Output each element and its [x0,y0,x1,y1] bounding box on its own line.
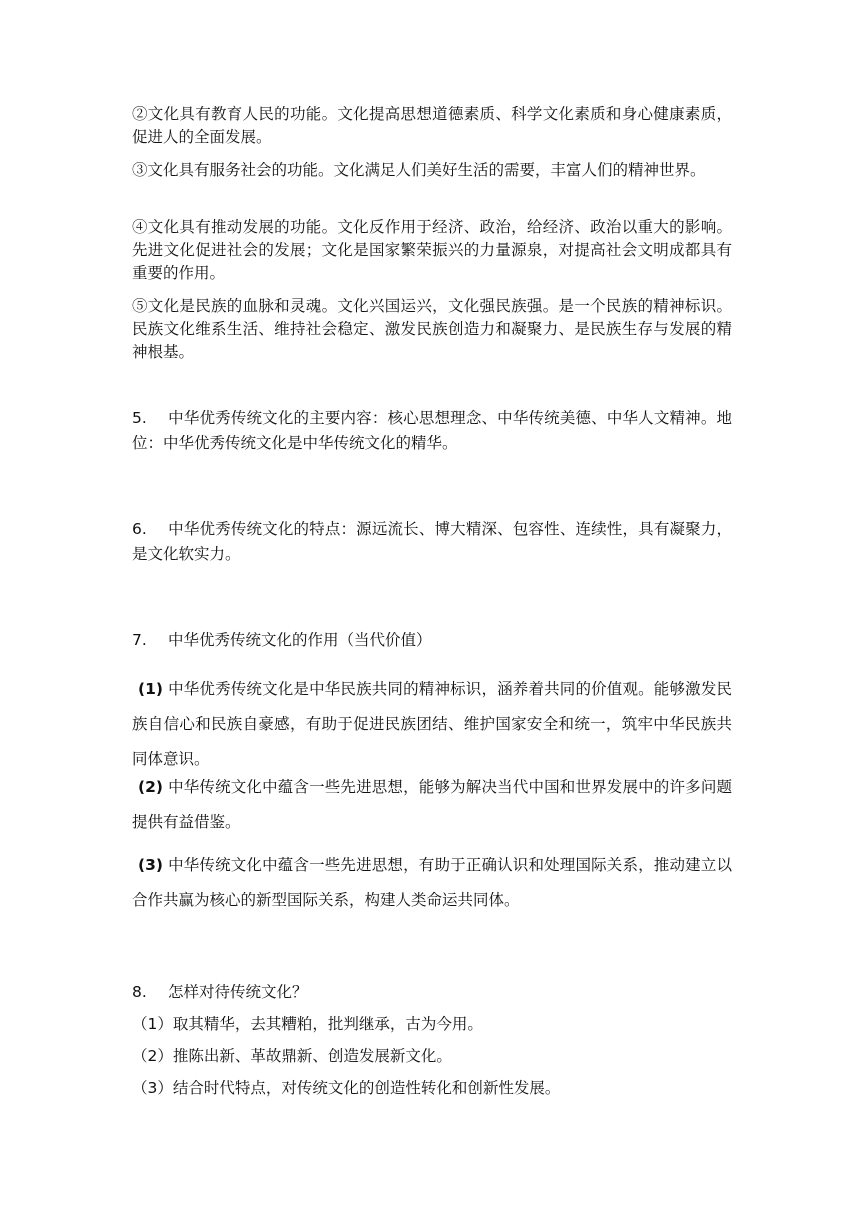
section-6-number: 6. [132,520,147,538]
item-label: (3) [138,856,163,874]
section-7-item-3 [132,848,732,918]
section-6-text: 中华优秀传统文化的特点：源远流长、博大精深、包容性、连续性，具有凝聚力，是文化软实力。 [132,520,732,563]
section-8-item-1 [132,1013,732,1035]
function-service-paragraph: ③文化具有服务社会的功能。文化满足人们美好生活的需要，丰富人们的精神世界。 [132,161,706,179]
section-5-text: 中华优秀传统文化的主要内容：核心思想理念、中华传统美德、中华人文精神。地位：中华优秀传统文化是中华传统文化的精华。 [132,409,732,452]
item-text: 推陈出新、革故鼎新、创造发展新文化。 [172,1047,452,1065]
section-7-heading [132,628,732,653]
item-text: 中华传统文化中蕴含一些先进思想，能够为解决当代中国和世界发展中的许多问题提供有益借鉴。 [132,778,732,831]
item-label: (1) [138,680,163,698]
section-7-title: 中华优秀传统文化的作用（当代价值） [168,631,432,649]
item-text: 取其精华，去其糟粕，批判继承，古为今用。 [172,1015,483,1033]
item-text: 中华优秀传统文化是中华民族共同的精神标识，涵养着共同的价值观。能够激发民族自信心和民族自豪感，有助于促进民族团结、维护国家安全和统一，筑牢中华民族共同体意识。 [132,680,732,768]
item-text: 中华传统文化中蕴含一些先进思想，有助于正确认识和处理国际关系，推动建立以合作共赢为核心的新型国际关系，构建人类命运共同体。 [132,856,732,909]
section-8-heading [132,980,732,1005]
section-8-number: 8. [132,983,147,1001]
item-label: （1） [132,1015,173,1033]
function-development-paragraph: ④文化具有推动发展的功能。文化反作用于经济、政治，给经济、政治以重大的影响。先进文化促进社会的发展；文化是国家繁荣振兴的力量源泉，对提高社会文明成都具有重要的作用。 [132,218,732,282]
item-label: (2) [138,778,163,796]
item-label: （2） [132,1047,173,1065]
section-5-number: 5. [132,409,147,427]
national-soul-paragraph: ⑤文化是民族的血脉和灵魂。文化兴国运兴，文化强民族强。是一个民族的精神标识。民族文化维系生活、维持社会稳定、激发民族创造力和凝聚力、是民族生存与发展的精神根基。 [132,297,732,361]
section-8-item-2 [132,1045,732,1067]
section-5 [132,406,732,456]
item-label: （3） [132,1079,173,1097]
section-7-number: 7. [132,631,147,649]
section-8-title: 怎样对待传统文化？ [168,983,308,1001]
section-6 [132,517,732,567]
item-text: 结合时代特点，对传统文化的创造性转化和创新性发展。 [172,1079,561,1097]
function-education-paragraph: ②文化具有教育人民的功能。文化提高思想道德素质、科学文化素质和身心健康素质，促进人的全面发展。 [132,105,732,146]
section-7-item-1 [132,672,732,777]
section-8-item-3 [132,1077,732,1099]
section-7-item-2 [132,770,732,840]
